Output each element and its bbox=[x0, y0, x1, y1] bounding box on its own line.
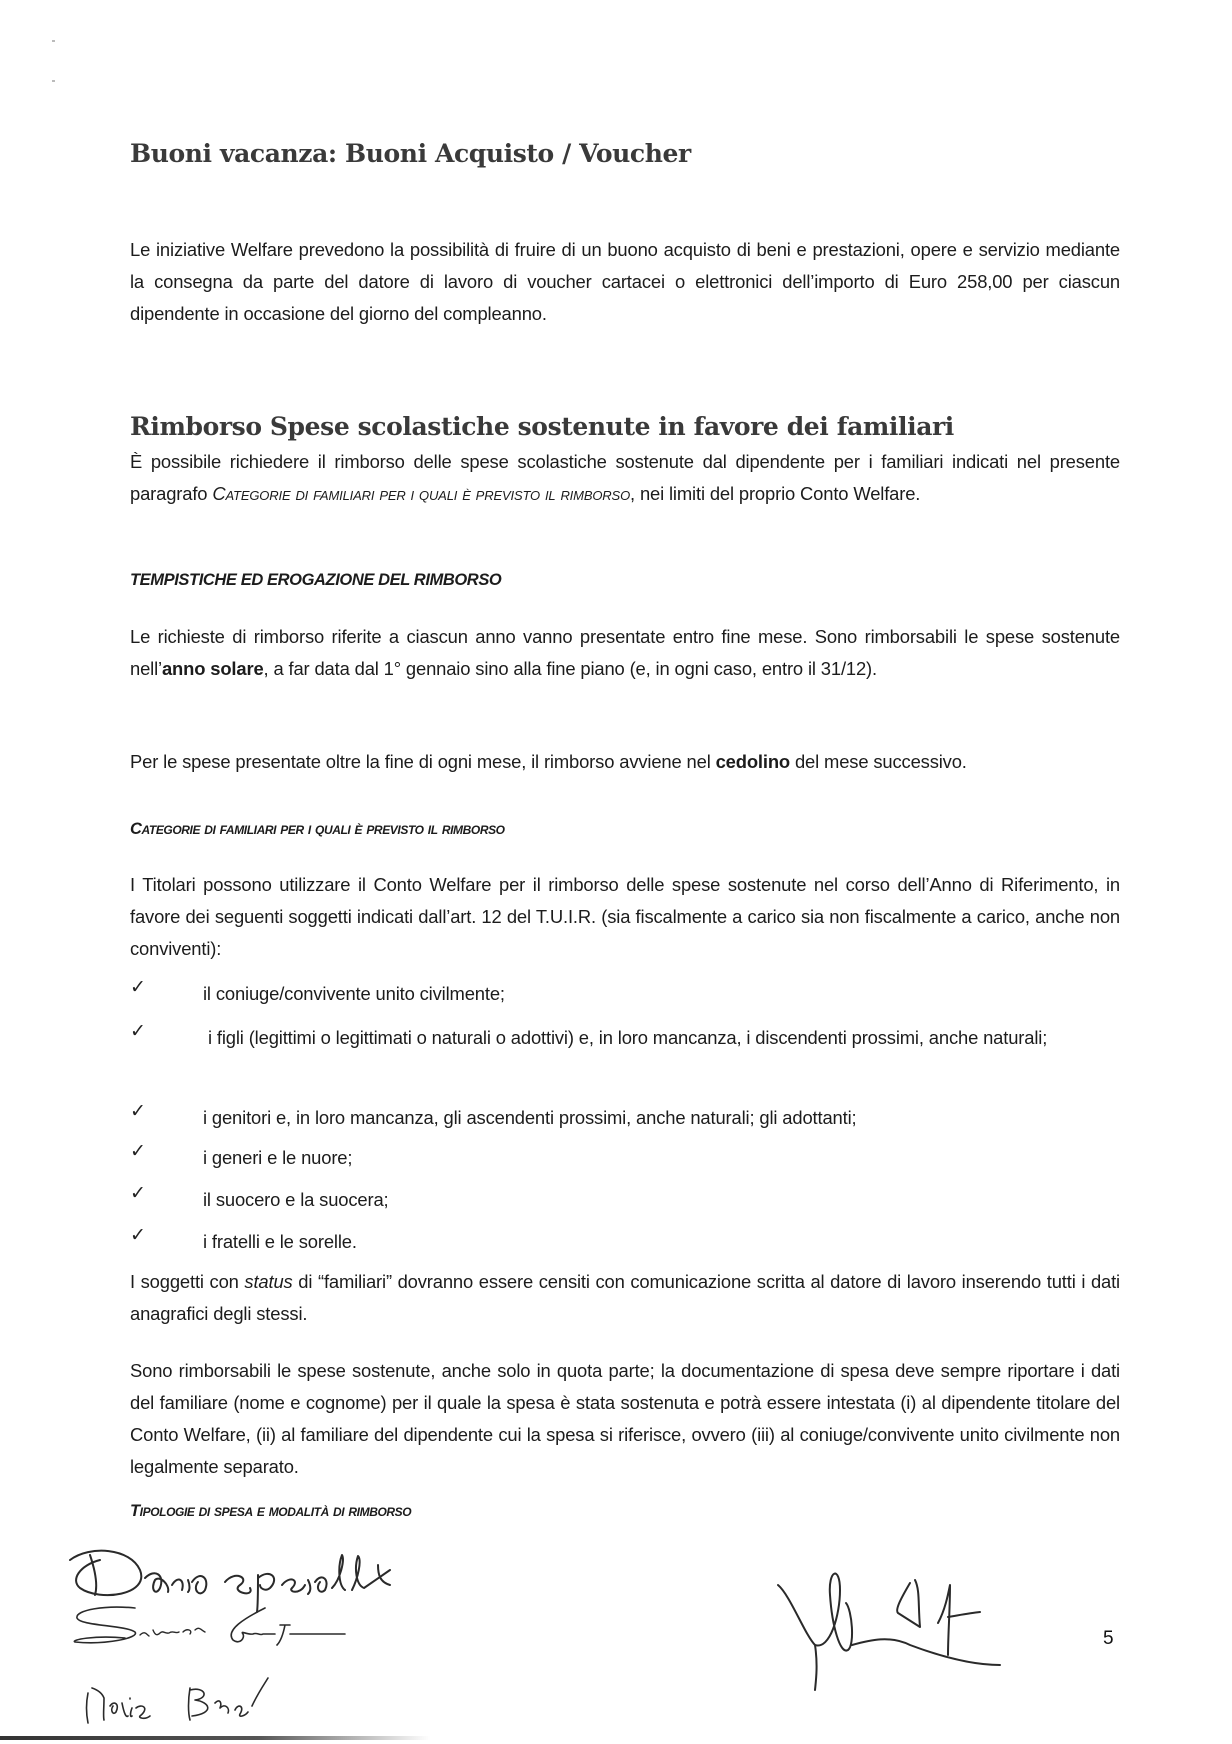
list-item: i fratelli e le sorelle. bbox=[203, 1231, 357, 1252]
paragraph-titolari: I Titolari possono utilizzare il Conto Welfare per il rimborso delle spese sostenute nel corso dell’Anno di Riferimento, in favore dei seguenti soggetti indicati dall’art. 12 del T.U.I.R. (sia fiscalmente a carico sia non fiscalmente a carico, anche non conviventi): bbox=[130, 874, 1120, 959]
subheading-categorie-familiari: Categorie di familiari per i quali è previsto il rimborso bbox=[130, 820, 505, 838]
paragraph-buoni-vacanza: Le iniziative Welfare prevedono la possibilità di fruire di un buono acquisto di beni e prestazioni, opere e servizio mediante la consegna da parte del datore di lavoro di voucher cartacei o elettronici dell’importo di Euro 258,00 per ciascun dipendente in occasione del giorno del compleanno. bbox=[130, 239, 1120, 324]
text: I soggetti con bbox=[130, 1271, 245, 1292]
list-item: i genitori e, in loro mancanza, gli ascendenti prossimi, anche naturali; gli adottanti; bbox=[203, 1107, 857, 1128]
handwritten-signature-2 bbox=[65, 1600, 385, 1650]
paragraph-status-familiari bbox=[130, 1266, 1120, 1330]
paragraph-spese-rimborsabili: Sono rimborsabili le spese sostenute, anche solo in quota parte; la documentazione di spesa deve sempre riportare i dati del familiare (nome e cognome) per il quale la spesa è stata sostenuta e potrà essere intestata (i) al dipendente titolare del Conto Welfare, (ii) al familiare del dipendente cui la spesa si riferisce, ovvero (iii) al coniuge/convivente unito civilmente non legalmente separato. bbox=[130, 1360, 1120, 1477]
text: , a far data dal 1° gennaio sino alla fine piano (e, in ogni caso, entro il 31/12). bbox=[263, 658, 877, 679]
scan-mark bbox=[52, 80, 55, 82]
text: del mese successivo. bbox=[790, 751, 967, 772]
section-title-buoni-vacanza: Buoni vacanza: Buoni Acquisto / Voucher bbox=[130, 139, 691, 168]
text: di “familiari” dovranno essere censiti con comunicazione scritta al datore di lavoro inserendo tutti i dati anagrafici degli stessi. bbox=[130, 1271, 1120, 1324]
handwritten-signature-3 bbox=[80, 1668, 320, 1728]
checkmark-icon: ✓ bbox=[130, 1101, 146, 1122]
section-title-rimborso-spese-scolastiche: Rimborso Spese scolastiche sostenute in favore dei familiari bbox=[130, 412, 954, 441]
paragraph-rimborso-intro bbox=[130, 446, 1120, 510]
checkmark-icon: ✓ bbox=[130, 1141, 146, 1162]
scan-mark bbox=[52, 40, 55, 42]
page-number: 5 bbox=[1103, 1628, 1114, 1649]
subheading-tempistiche: TEMPISTICHE ED EROGAZIONE DEL RIMBORSO bbox=[130, 571, 502, 589]
checkmark-icon: ✓ bbox=[130, 1225, 146, 1246]
checkmark-icon: ✓ bbox=[130, 977, 146, 998]
cross-reference: Categorie di familiari per i quali è previsto il rimborso bbox=[212, 483, 631, 504]
list-item: il coniuge/convivente unito civilmente; bbox=[203, 983, 505, 1004]
scan-edge-divider bbox=[0, 1736, 430, 1740]
bold-text: anno solare bbox=[161, 658, 264, 679]
paragraph-cedolino bbox=[130, 746, 1120, 778]
checkmark-icon: ✓ bbox=[130, 1021, 146, 1042]
text: , nei limiti del proprio Conto Welfare. bbox=[630, 483, 921, 504]
list-item: i generi e le nuore; bbox=[203, 1147, 353, 1168]
text: Le richieste di rimborso riferite a ciascun anno vanno presentate entro fine mese. Sono rimborsabili le spese sostenute nell’ bbox=[130, 626, 1120, 679]
bold-text: cedolino bbox=[715, 751, 791, 772]
list-item: i figli (legittimi o legittimati o naturali o adottivi) e, in loro mancanza, i discendenti prossimi, anche naturali; bbox=[208, 1027, 1048, 1048]
paragraph-tempistiche bbox=[130, 621, 1120, 685]
handwritten-initials bbox=[770, 1565, 1010, 1705]
italic-text: status bbox=[244, 1271, 293, 1292]
subheading-tipologie-spesa: Tipologie di spesa e modalità di rimborso bbox=[130, 1502, 412, 1520]
text: È possibile richiedere il rimborso delle spese scolastiche sostenute dal dipendente per i familiari indicati nel presente paragrafo bbox=[130, 451, 1120, 504]
checkmark-icon: ✓ bbox=[130, 1183, 146, 1204]
text: Per le spese presentate oltre la fine di ogni mese, il rimborso avviene nel bbox=[130, 751, 716, 772]
list-item: il suocero e la suocera; bbox=[203, 1189, 389, 1210]
